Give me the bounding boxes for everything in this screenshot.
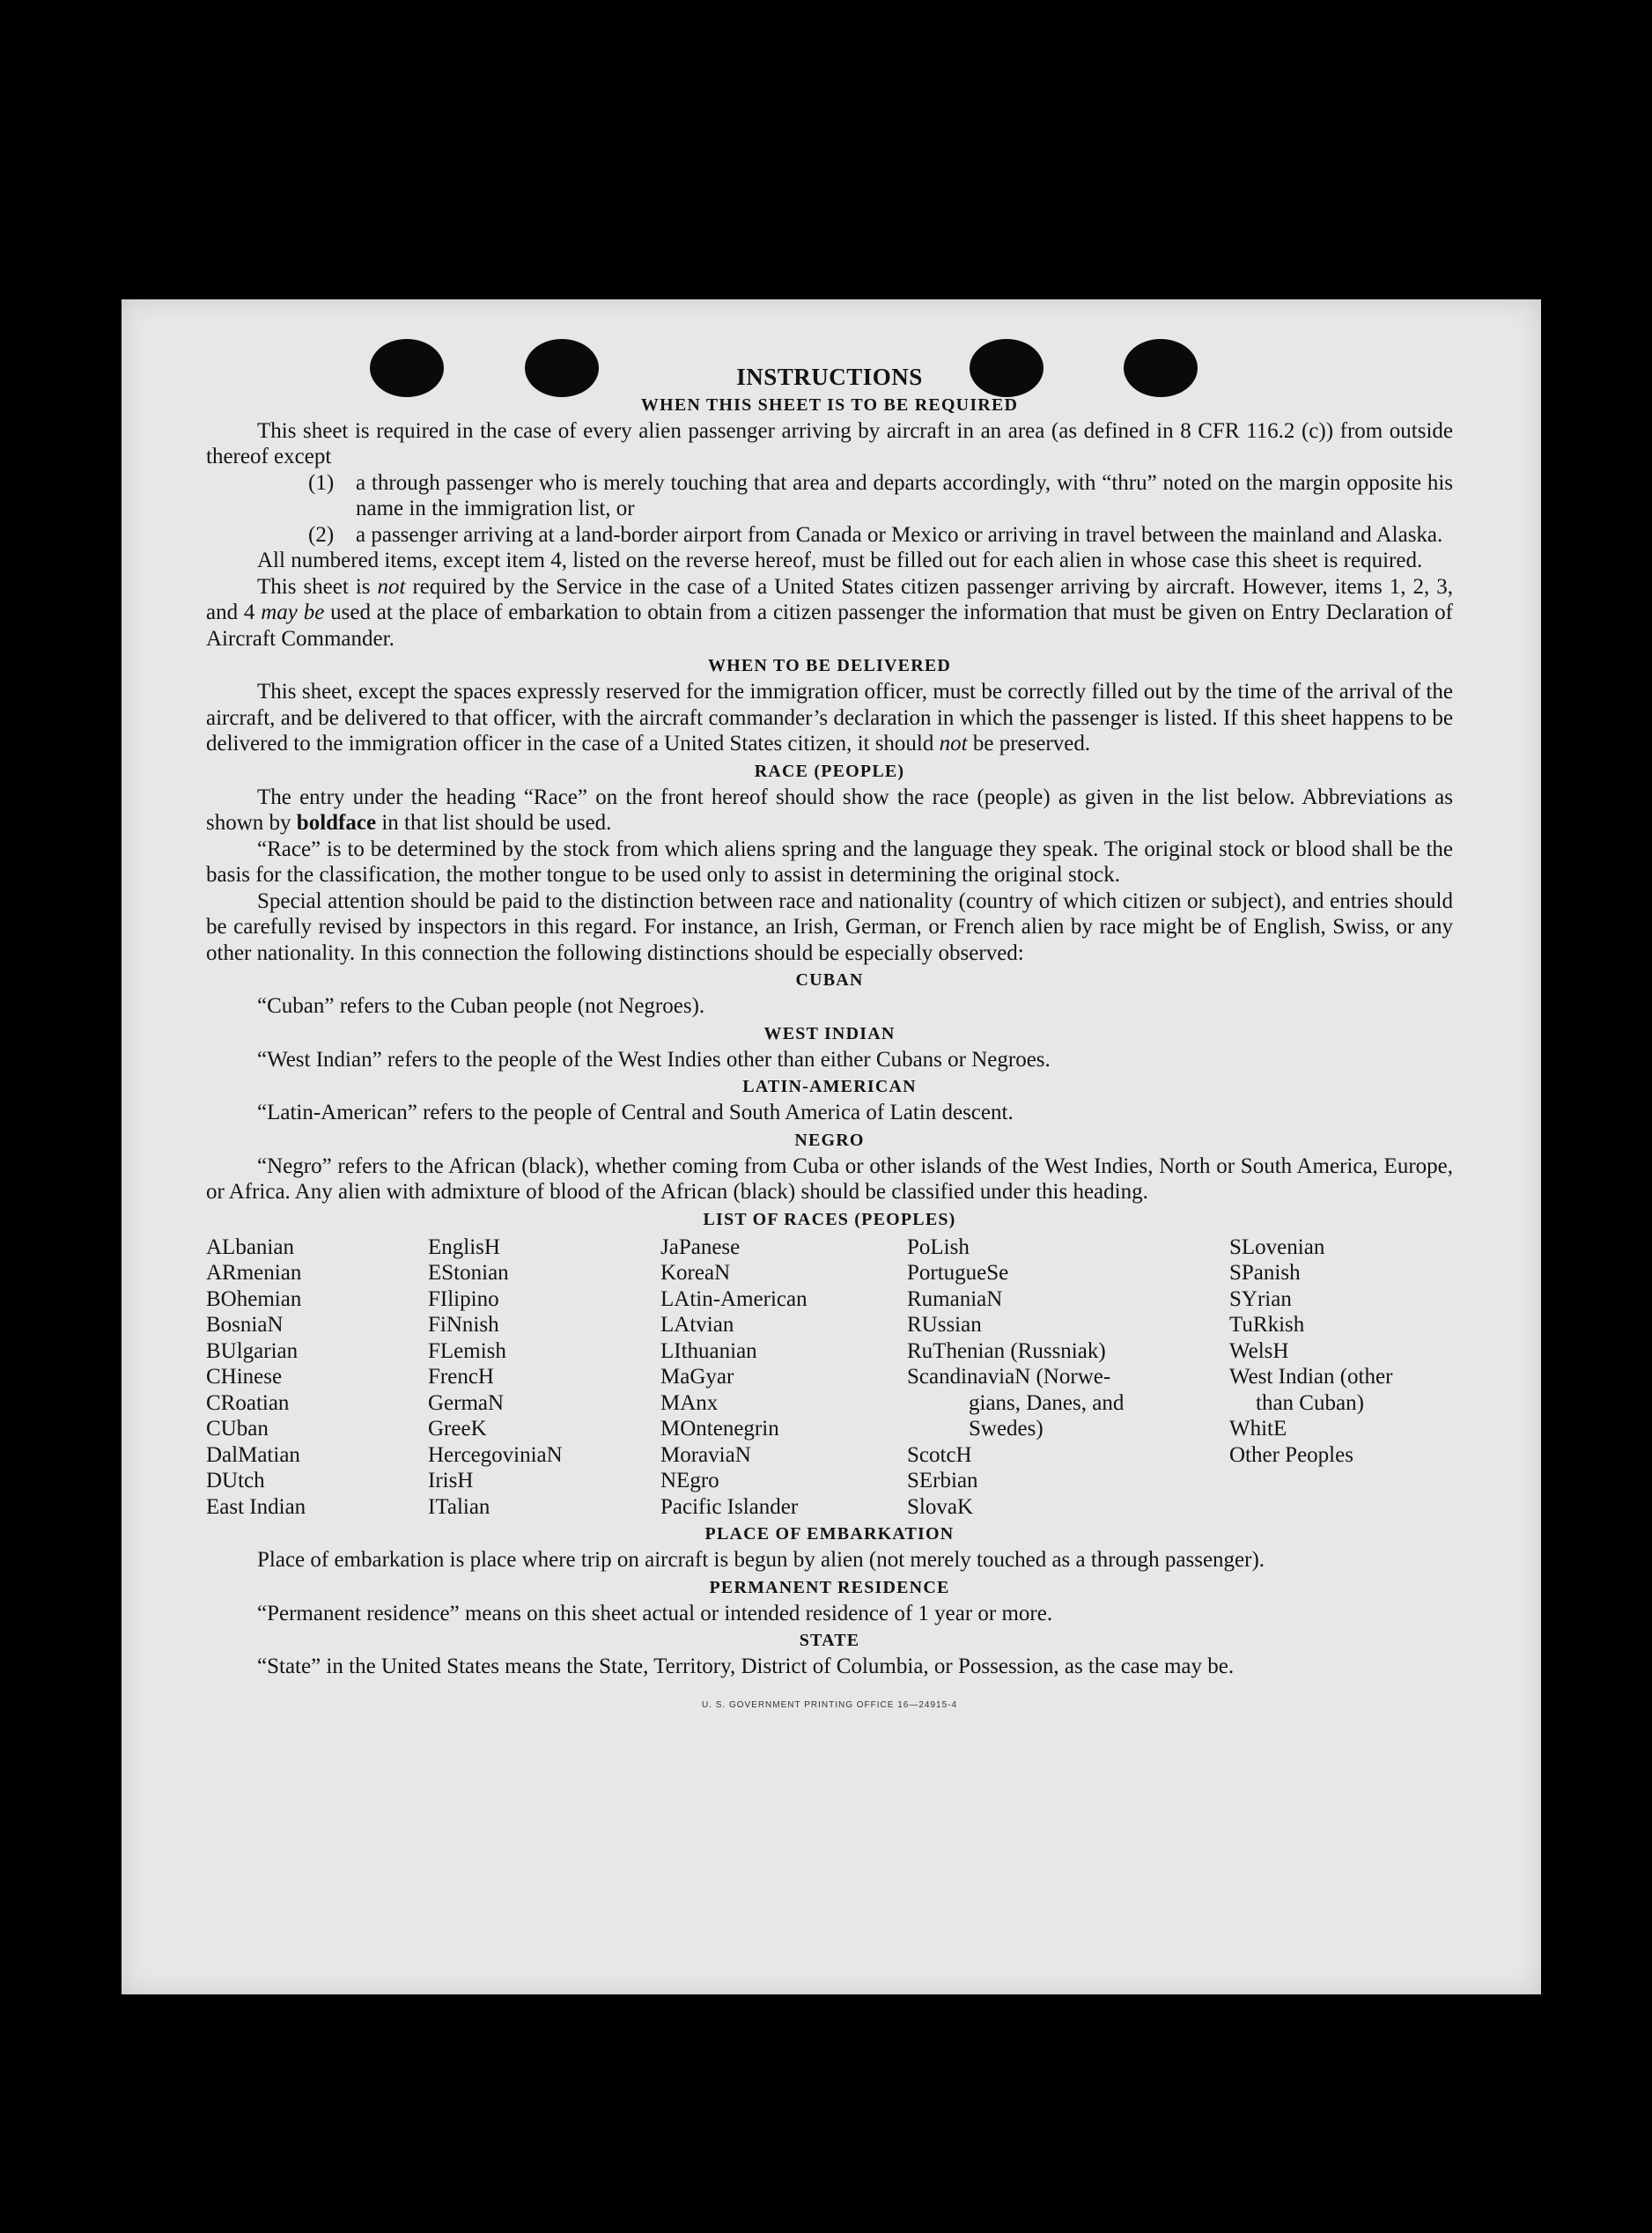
race-entry: ARmenian — [206, 1261, 302, 1285]
paragraph: Place of embarkation is place where trip on aircraft is begun by alien (not merely touched as a through passenger). — [257, 1548, 1265, 1572]
race-entry: BUlgarian — [206, 1338, 299, 1363]
item-number: (2) — [308, 522, 335, 547]
race-entry: EnglisH — [428, 1234, 500, 1259]
race-entry: SPanish — [1229, 1261, 1301, 1285]
paragraph: “Race” is to be determined by the stock from which aliens spring and the language they speak. The original stock or blood shall be the basis for the classification, the mother tongue to be used only to assist in determining the original stock. — [206, 836, 1453, 887]
race-entry: than Cuban) — [1256, 1390, 1364, 1415]
race-entry: BOhemian — [206, 1286, 302, 1311]
section-heading-cuban: CUBAN — [795, 970, 864, 990]
race-entry: Other Peoples — [1229, 1442, 1353, 1467]
race-entry: RUssian — [907, 1313, 982, 1337]
text-run: used at the place of embarkation to obtain from a citizen passenger the information that must be given on Entry Declaration of Aircraft Commander. — [206, 601, 1453, 651]
race-entry: MOntenegrin — [660, 1417, 779, 1441]
race-entry: East Indian — [206, 1494, 306, 1519]
list-item — [308, 470, 1453, 522]
emphasis: may be — [261, 601, 325, 624]
race-entry: MaGyar — [660, 1365, 734, 1389]
race-entry: PoLish — [907, 1234, 970, 1259]
races-column-4 — [907, 1234, 1229, 1521]
races-column-3 — [660, 1234, 907, 1521]
page-title: INSTRUCTIONS — [736, 364, 923, 390]
section-heading-when-required: WHEN THIS SHEET IS TO BE REQUIRED — [640, 394, 1019, 415]
printer-imprint: U. S. GOVERNMENT PRINTING OFFICE 16—24915-4 — [701, 1699, 958, 1710]
text-run: The entry under the heading “Race” on the front hereof should show the race (people) as given in the list below. Abbreviations as shown by — [206, 785, 1453, 835]
text-run: in that list should be used. — [376, 811, 612, 835]
list-item — [308, 522, 1453, 549]
race-entry: RuThenian (Russniak) — [907, 1338, 1106, 1363]
race-entry: ALbanian — [206, 1234, 294, 1259]
race-entry: GermaN — [428, 1390, 505, 1415]
races-column-5 — [1229, 1234, 1453, 1521]
race-entry: IrisH — [428, 1469, 474, 1492]
race-entry: ScandinaviaN (Norwe- — [907, 1365, 1111, 1389]
races-column-1 — [206, 1234, 428, 1521]
races-column-2 — [428, 1234, 660, 1521]
text-run: This sheet, except the spaces expressly reserved for the immigration officer, must be correctly filled out by the time of the arrival of the aircraft, and be delivered to that officer, with the aircraft commander’s declaration in which the passenger is listed. If this sheet happens to be delivered to the immigration officer in the case of a United States citizen, it should — [206, 680, 1453, 755]
section-heading-race: RACE (PEOPLE) — [754, 761, 905, 781]
section-heading-when-delivered: WHEN TO BE DELIVERED — [707, 656, 952, 675]
race-entry: TuRkish — [1229, 1313, 1305, 1337]
race-entry: WelsH — [1229, 1338, 1289, 1363]
item-number: (1) — [308, 470, 335, 495]
text-run: required by the Service in the case of a United States citizen passenger arriving by aircraft. However, items 1, 2, 3, and 4 — [206, 574, 1453, 624]
race-entry: FLemish — [428, 1338, 506, 1363]
paragraph — [206, 679, 1453, 757]
paragraph: This sheet is required in the case of every alien passenger arriving by aircraft in an area (as defined in 8 CFR 116.2 (c)) from outside thereof except — [206, 418, 1453, 468]
race-entry: Swedes) — [969, 1417, 1044, 1441]
race-entry: DalMatian — [206, 1442, 300, 1467]
race-entry: FrencH — [428, 1365, 494, 1389]
paragraph: “Cuban” refers to the Cuban people (not Negroes). — [257, 994, 705, 1018]
text-run: be preserved. — [967, 732, 1091, 755]
race-entry: LAtvian — [660, 1313, 734, 1337]
race-entry: DUtch — [206, 1469, 265, 1492]
section-heading-permanent-residence: PERMANENT RESIDENCE — [709, 1577, 950, 1597]
races-list — [206, 1234, 1453, 1521]
emphasis: not — [377, 574, 406, 599]
section-heading-negro: NEGRO — [794, 1130, 865, 1150]
race-entry: RumaniaN — [907, 1286, 1003, 1311]
race-entry: LIthuanian — [660, 1338, 757, 1363]
instructions-body — [206, 365, 1453, 1718]
race-entry: ITalian — [428, 1494, 490, 1519]
section-heading-embarkation: PLACE OF EMBARKATION — [704, 1524, 955, 1544]
race-entry: MAnx — [660, 1390, 719, 1415]
race-entry: SlovaK — [907, 1494, 973, 1519]
text-run: This sheet is — [257, 574, 378, 599]
race-entry: JaPanese — [660, 1234, 741, 1259]
paragraph: “Permanent residence” means on this sheet actual or intended residence of 1 year or more. — [257, 1601, 1053, 1625]
paragraph: Special attention should be paid to the distinction between race and nationality (country of which citizen or subject), and entries should be carefully revised by inspectors in this regard. For instance, an Irish, German, or French alien by race might be of English, Swiss, or any other nationality. In this connection the following distinctions should be especially observed: — [206, 888, 1453, 965]
emphasis: not — [939, 732, 968, 755]
race-entry: CUban — [206, 1417, 269, 1441]
paragraph: “Latin-American” refers to the people of Central and South America of Latin descent. — [257, 1101, 1014, 1124]
race-entry: EStonian — [428, 1261, 509, 1285]
paragraph — [206, 785, 1453, 836]
race-entry: BosniaN — [206, 1313, 284, 1337]
race-entry: PortugueSe — [907, 1261, 1009, 1285]
bold-text: boldface — [296, 811, 377, 835]
race-entry: CHinese — [206, 1365, 283, 1389]
item-text: a through passenger who is merely touching that area and departs accordingly, with “thru” noted on the margin opposite his name in the immigration list, or — [356, 470, 1453, 520]
paragraph: “State” in the United States means the State, Territory, District of Columbia, or Possession, as the case may be. — [257, 1654, 1235, 1678]
race-entry: West Indian (other — [1229, 1365, 1393, 1389]
race-entry: NEgro — [660, 1469, 719, 1492]
section-heading-state: STATE — [799, 1631, 860, 1650]
race-entry: SYrian — [1229, 1286, 1292, 1311]
paragraph: All numbered items, except item 4, listed on the reverse hereof, must be filled out for each alien in whose case this sheet is required. — [257, 549, 1423, 572]
section-heading-west-indian: WEST INDIAN — [763, 1023, 896, 1043]
paragraph — [206, 574, 1453, 652]
race-entry: MoraviaN — [660, 1442, 751, 1467]
race-entry: FIlipino — [428, 1286, 499, 1311]
race-entry: LAtin-American — [660, 1286, 808, 1311]
race-entry: SLovenian — [1229, 1234, 1325, 1259]
race-entry: ScotcH — [907, 1442, 972, 1467]
paragraph: “Negro” refers to the African (black), whether coming from Cuba or other islands of the West Indies, North or South America, Europe, or Africa. Any alien with admixture of blood of the African (black) should be classified under this heading. — [206, 1153, 1453, 1204]
race-entry: HercegoviniaN — [428, 1442, 563, 1467]
race-entry: gians, Danes, and — [969, 1390, 1125, 1415]
paragraph: “West Indian” refers to the people of the West Indies other than either Cubans or Negroes. — [257, 1047, 1051, 1072]
section-heading-list-of-races: LIST OF RACES (PEOPLES) — [703, 1209, 956, 1229]
race-entry: CRoatian — [206, 1390, 290, 1415]
race-entry: SErbian — [907, 1469, 978, 1492]
section-heading-latin-american: LATIN-AMERICAN — [742, 1077, 917, 1096]
item-text: a passenger arriving at a land-border airport from Canada or Mexico or arriving in travel between the mainland and Alaska. — [356, 522, 1443, 547]
race-entry: FiNnish — [428, 1313, 499, 1337]
race-entry: Pacific Islander — [660, 1494, 799, 1519]
race-entry: KoreaN — [660, 1261, 731, 1285]
document-page — [122, 299, 1541, 1994]
race-entry: WhitE — [1229, 1417, 1287, 1441]
race-entry: GreeK — [428, 1417, 487, 1441]
